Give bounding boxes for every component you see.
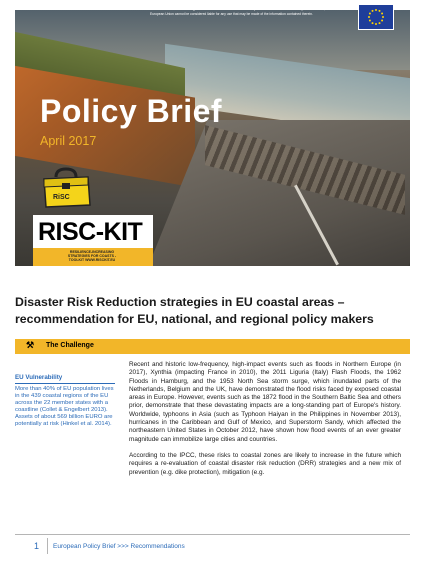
body-paragraph: According to the IPCC, these risks to coastal zones are likely to increase in the future which requires a re-evaluation of coastal disaster risk reduction (DRR) strategies and a new mix of prevention (e.g. dike protection), mitigation (e.g. — [129, 451, 401, 476]
logo-tagline: RESILIENCE-INCREASING STRATEGIES FOR COASTS - TOOLKIT WWW.RISCKIT.EU — [67, 250, 117, 263]
footer-text: European Policy Brief >>> Recommendations — [53, 543, 185, 550]
publication-date: April 2017 — [40, 134, 97, 148]
tools-icon: ⚒ — [26, 340, 35, 350]
footer-separator — [47, 538, 48, 554]
section-title: The Challenge — [46, 342, 94, 349]
document-subtitle: Disaster Risk Reduction strategies in EU coastal areas – recommendation for EU, national, and regional policy makers — [15, 295, 374, 326]
logo-text: RISC-KIT — [38, 218, 143, 246]
sidebar-title: EU Vulnerability — [15, 374, 63, 381]
sidebar-text: More than 40% of EU population lives in the 439 coastal regions of the EU across the 22 member states with a coastline (Collet & Engelbert 2013). Assets of about 569 billion EURO are potentially at risk (Hinkel et al. 2014). — [15, 386, 114, 428]
toolbox-icon — [38, 165, 94, 211]
footer-divider — [15, 534, 410, 535]
sidebar-divider — [15, 383, 115, 384]
page-number: 1 — [34, 541, 40, 551]
svg-text:RiSC: RiSC — [53, 194, 70, 201]
funding-disclaimer: These projects received funding from the European Union's Seventh Programme for Research, Technological Development and Demonstration under Grant Agreement n° 603458 and n° 603663. This publication reflects the views only of the authors, and the European Union cannot be considered liable for any use that may be made of the information contained therein. — [150, 3, 337, 16]
page-title: Policy Brief — [40, 93, 223, 129]
body-text — [129, 361, 401, 485]
body-paragraph: Recent and historic low-frequency, high-impact events such as floods in Northern Europe (in 2017), Xynthia (impacting France in 2010), the 2011 Liguria (Italy) Flash Floods, the 1962 Floods in Hamburg, and the 1953 North Sea storm surge, which inundated parts of the Netherlands, Belgium and the UK, have demonstrated the flood risks faced by exposed coastal areas in Europe. However, events such as the 1872 flood in the Southern Baltic Sea and others prior, demonstrate that these devastating impacts are a long-standing part of Europe's history. Worldwide, typhoons in Asia (such as Typhoon Haiyan in the Philippines in November 2013), hurricanes in the Caribbean and Gulf of Mexico, and Superstorm Sandy, which affected the northeastern United States in October 2012, have shown how flood events of an ever greater magnitude can immobilize large cities and countries. — [129, 361, 401, 443]
eu-flag-icon — [358, 4, 394, 30]
